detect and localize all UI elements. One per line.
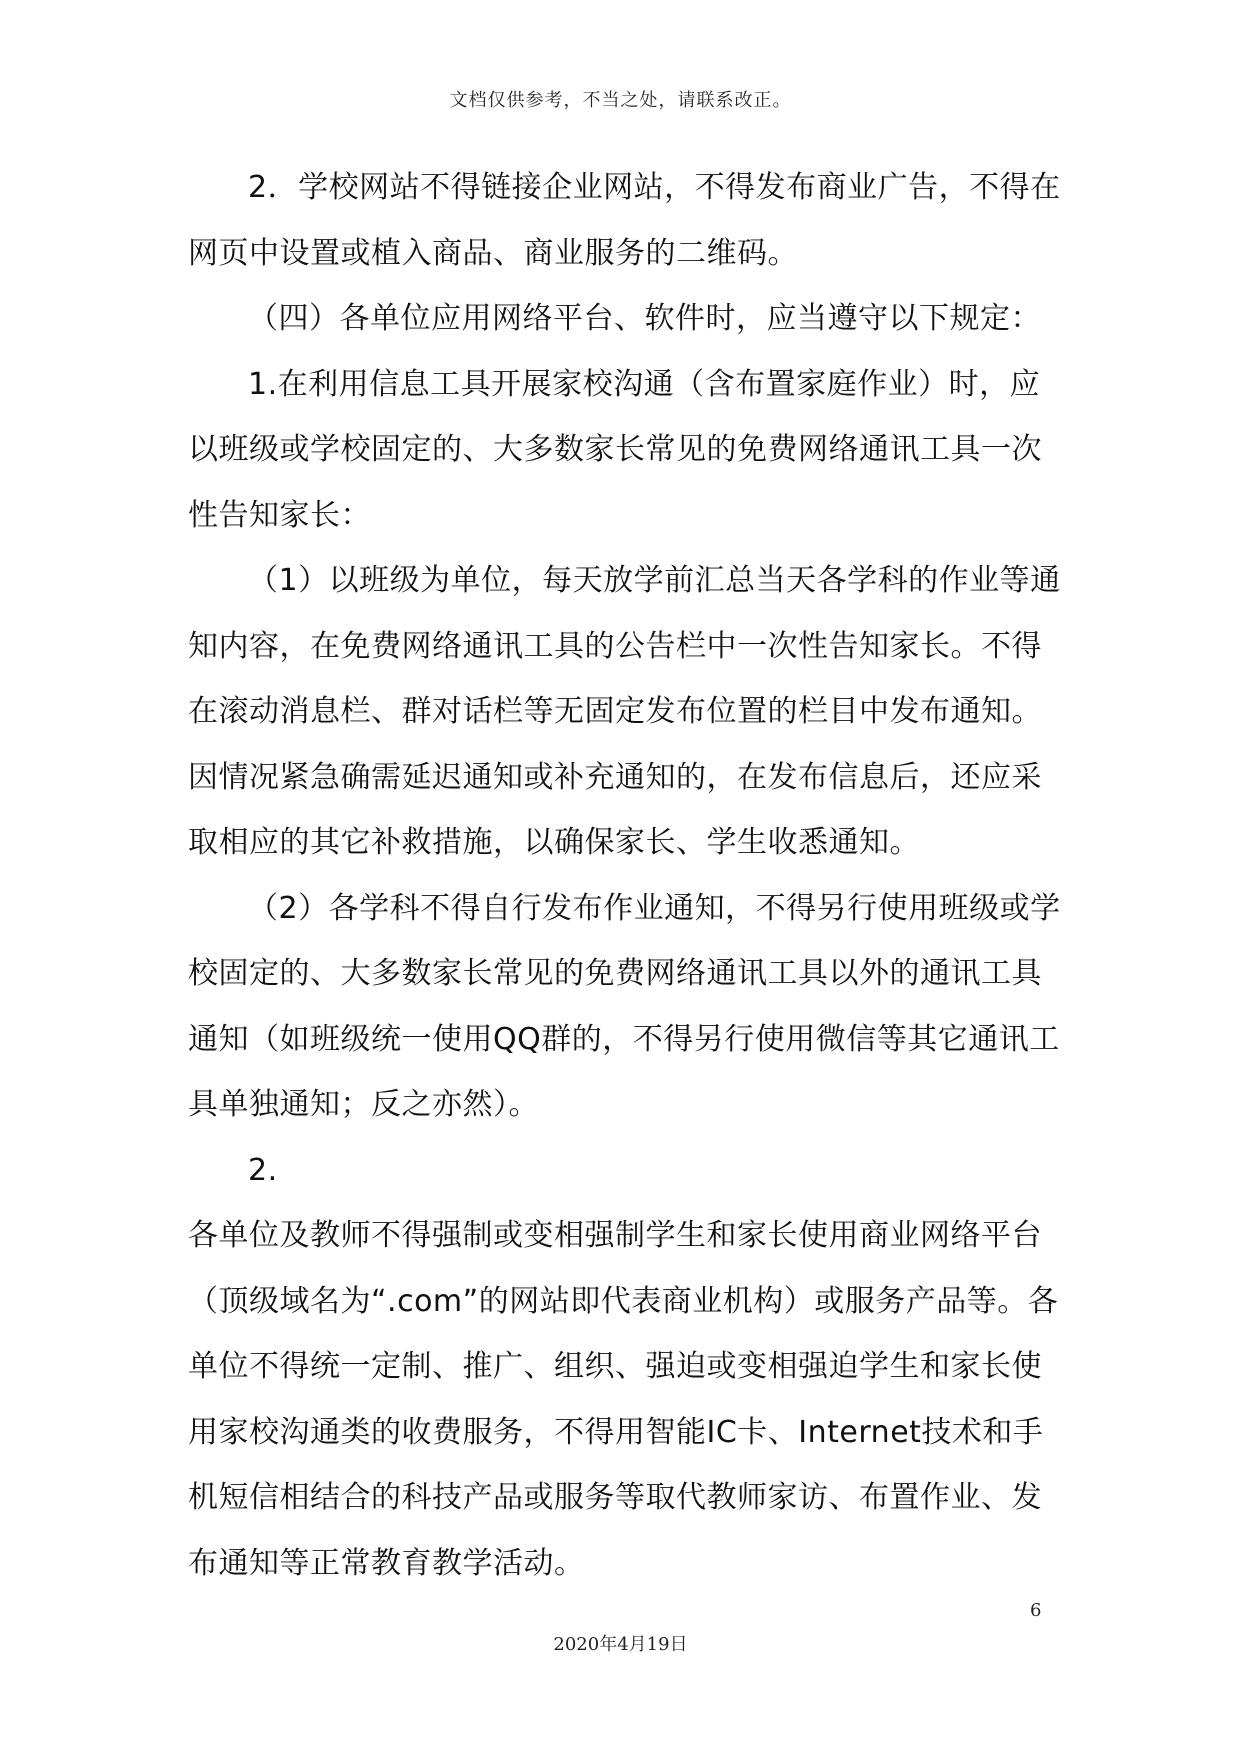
page-number: 6 xyxy=(1030,1600,1042,1621)
paragraph: 各单位及教师不得强制或变相强制学生和家长使用商业网络平台（顶级域名为“.com”的网站即代表商业机构）或服务产品等。各单位不得统一定制、推广、组织、强迫或变相强迫学生和家长使用家校沟通类的收费服务，不得用智能IC卡、Internet技术和手机短信相结合的科技产品或服务等取代教师家访、布置作业、发布通知等正常教育教学活动。 xyxy=(188,1218,1059,1581)
paragraph: （1）以班级为单位，每天放学前汇总当天各学科的作业等通知内容，在免费网络通讯工具的公告栏中一次性告知家长。不得在滚动消息栏、群对话栏等无固定发布位置的栏目中发布通知。因情况紧急确需延迟通知或补充通知的，在发布信息后，还应采取相应的其它补救措施，以确保家长、学生收悉通知。 xyxy=(188,563,1061,860)
page-header: 文档仅供参考，不当之处，请联系改正。 xyxy=(449,90,792,111)
document-body xyxy=(188,155,1063,1596)
paragraph: 2. xyxy=(248,1152,278,1188)
paragraph: （四）各单位应用网络平台、软件时，应当遵守以下规定： xyxy=(248,301,1041,336)
paragraph: 1.在利用信息工具开展家校沟通（含布置家庭作业）时，应以班级或学校固定的、大多数家长常见的免费网络通讯工具一次性告知家长： xyxy=(188,366,1042,533)
paragraph: 2．学校网站不得链接企业网站，不得发布商业广告，不得在网页中设置或植入商品、商业服务的二维码。 xyxy=(188,170,1061,271)
paragraph: （2）各学科不得自行发布作业通知，不得另行使用班级或学校固定的、大多数家长常见的免费网络通讯工具以外的通讯工具通知（如班级统一使用QQ群的，不得另行使用微信等其它通讯工具单独通知；反之亦然）。 xyxy=(188,890,1061,1122)
footer-date: 2020年4月19日 xyxy=(553,1634,688,1655)
